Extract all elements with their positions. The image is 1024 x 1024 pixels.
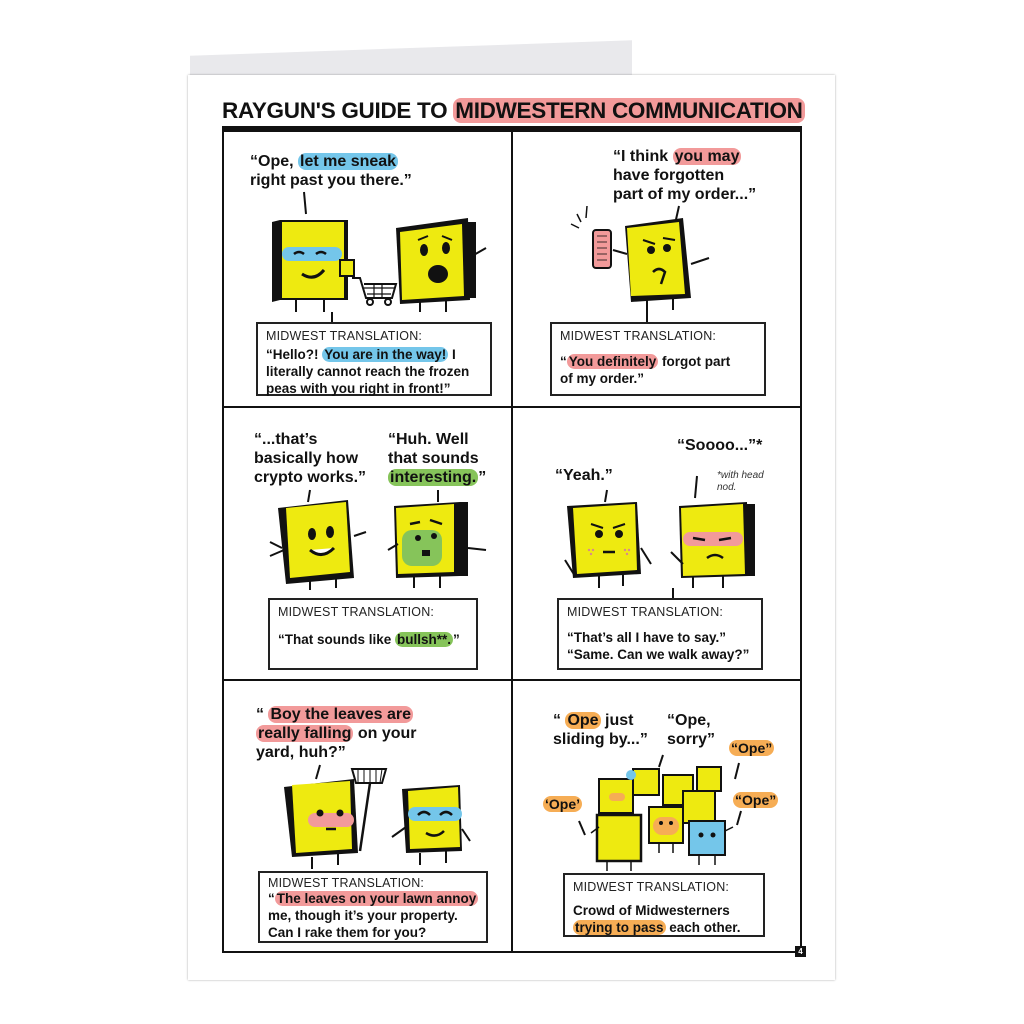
speech-bubble-left: “...that’s basically how crypto works.” [254,431,367,486]
panel-1 [222,130,513,409]
translation-box: MIDWEST TRANSLATION: “Hello?! You are in the way! I literally cannot reach the frozen peas with you right in front!” [256,322,492,396]
translation-box: MIDWEST TRANSLATION: Crowd of Midwesterners trying to pass each other. [563,873,765,937]
translation-box: MIDWEST TRANSLATION: “ You definitely forgot part of my order.” [550,322,766,396]
ope-left: ‘Ope’ [545,796,581,812]
translation-box: MIDWEST TRANSLATION: “ The leaves on your lawn annoy me, though it’s your property. Can I rake them for you? [258,871,488,943]
speech-bubble-right: “Huh. Well that sounds interesting. ” [388,431,487,486]
panel-4 [511,406,802,682]
panel-3 [222,406,513,682]
ope-right-2: “Ope” [735,792,777,808]
panel-5 [222,679,513,953]
panel-6 [511,679,802,953]
page-number: 4 [795,946,806,957]
speech-bubble-left: “Yeah.” [555,467,613,484]
ope-right-1: “Ope” [731,740,773,756]
footnote: *with head nod. [717,470,764,493]
speech-bubble: “I think you may have forgotten part of my order...” [613,148,757,203]
page-title: RAYGUN'S GUIDE TO MIDWESTERN COMMUNICATION [222,98,803,123]
speech-bubble-middle: “Ope, sorry” [667,712,716,748]
speech-bubble-right: “Soooo...”* [677,437,763,454]
panel-2 [511,130,802,409]
translation-box: MIDWEST TRANSLATION: “That sounds like bullsh**. ” [268,598,478,670]
speech-bubble-left: “ Ope just sliding by...” [553,712,648,748]
translation-box: MIDWEST TRANSLATION: “That’s all I have to say.” “Same. Can we walk away?” [557,598,763,670]
speech-bubble: “Ope, let me sneak right past you there.” [250,153,412,189]
speech-bubble: “ Boy the leaves are really falling on your yard, huh?” [256,706,417,761]
